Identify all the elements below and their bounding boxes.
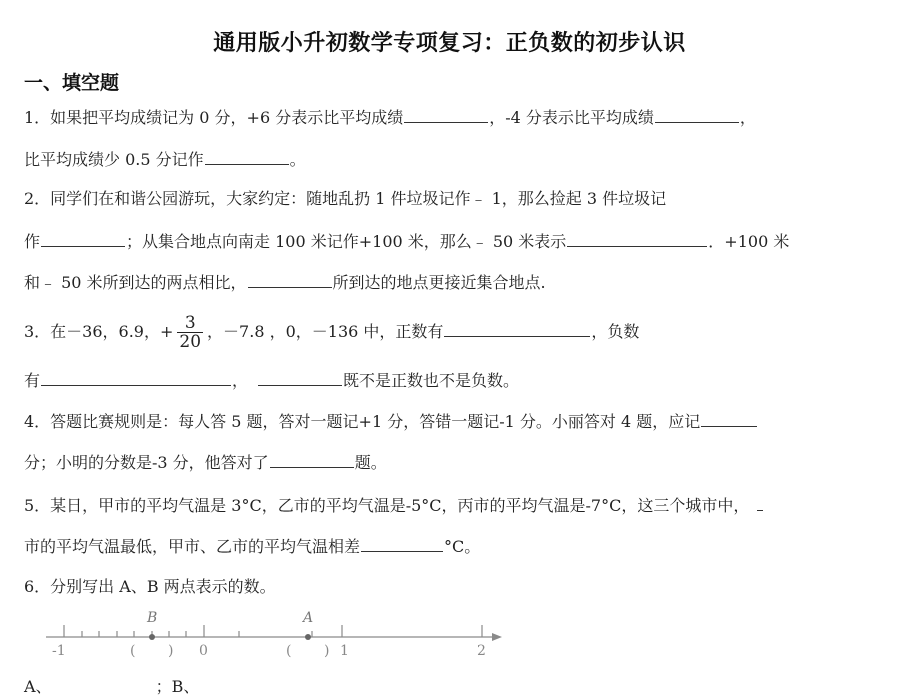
- q1-blank-1[interactable]: [404, 106, 488, 123]
- question-5-line-2: [24, 535, 480, 558]
- tick-labels: [52, 643, 486, 659]
- q3-blank-3[interactable]: [258, 369, 342, 386]
- question-3-line-2: [24, 369, 519, 392]
- q5-text-b: 市的平均气温最低，甲市、乙市的平均气温相差: [24, 537, 361, 556]
- point-a: [301, 610, 313, 640]
- point-a-label: A: [303, 610, 314, 626]
- tick-label-0: 0: [199, 643, 208, 659]
- q5-text-a: 5．某日，甲市的平均气温是 3°C，乙市的平均气温是-5°C，丙市的平均气温是-7°C，这三个城市中，: [24, 496, 750, 515]
- question-1-line-1: [24, 106, 756, 129]
- q2-text-b: ；从集合地点向南走 100 米记作+100 米，那么﹣ 50 米表示: [126, 232, 567, 251]
- question-6-line-1: 6．分别写出 A、B 两点表示的数。: [24, 577, 276, 596]
- question-1-line-2: [24, 148, 306, 171]
- question-5-line-1: [24, 494, 764, 517]
- q6-answer-a-label: A、: [24, 677, 52, 696]
- q3-blank-1[interactable]: [444, 320, 590, 337]
- question-4-line-1: [24, 410, 758, 433]
- q2-blank-2[interactable]: [567, 230, 707, 247]
- q3-text-f: 既不是正数也不是负数。: [343, 371, 520, 390]
- tick-label-minus-1: -1: [52, 643, 66, 659]
- q4-blank-2[interactable]: [270, 451, 354, 468]
- q1-blank-3[interactable]: [205, 148, 289, 165]
- paren-close-b: ): [168, 643, 174, 659]
- question-2-line-1: 2．同学们在和谐公园游玩，大家约定：随地乱扔 1 件垃圾记作﹣ 1，那么捡起 3 件垃圾记: [24, 189, 667, 208]
- q2-text-e: 所到达的地点更接近集合地点.: [332, 273, 546, 292]
- tick-label-2: 2: [477, 643, 486, 659]
- tick-label-1: 1: [340, 643, 349, 659]
- q6-answer-b-label: ；B、: [155, 677, 200, 696]
- document-title: 通用版小升初数学专项复习：正负数的初步认识: [213, 31, 686, 56]
- question-3-line-1: [24, 312, 639, 352]
- q4-text-c: 题。: [354, 453, 387, 472]
- section-heading: 一、填空题: [24, 72, 120, 94]
- q3-blank-2[interactable]: [41, 369, 231, 386]
- q4-text-a: 4．答题比赛规则是：每人答 5 题，答对一题记+1 分，答错一题记-1 分。小丽答对 4 题，应记: [24, 412, 701, 431]
- question-4-line-2: [24, 451, 387, 474]
- fraction: [177, 314, 203, 351]
- paren-open-a: (: [286, 643, 292, 659]
- question-2-line-2: [24, 230, 789, 253]
- q4-text-b: 分；小明的分数是-3 分，他答对了: [24, 453, 269, 472]
- paren-close-a: ): [324, 643, 330, 659]
- number-line-figure: [40, 605, 510, 660]
- arrow-icon: [492, 633, 502, 641]
- point-b: [146, 610, 157, 640]
- q2-blank-3[interactable]: [248, 271, 332, 288]
- q3-text-d: 有: [24, 371, 41, 390]
- q2-text-a: 作: [24, 232, 41, 251]
- q5-blank-2[interactable]: [361, 535, 443, 552]
- question-2-line-3: [24, 271, 546, 294]
- fraction-numerator: 3: [177, 314, 203, 333]
- q1-text-d: 比平均成绩少 0.5 分记作: [24, 150, 204, 169]
- q1-text-c: ，: [739, 108, 756, 127]
- q3-text-c: ，负数: [591, 322, 640, 341]
- q3-text-a: 3．在－36，6.9，+: [24, 322, 174, 341]
- q2-text-c: ．+100 米: [708, 232, 790, 251]
- q2-blank-1[interactable]: [41, 230, 125, 247]
- q1-text-a: 1．如果把平均成绩记为 0 分，+6 分表示比平均成绩: [24, 108, 404, 127]
- point-b-label: B: [147, 610, 158, 626]
- q3-text-e: ，: [232, 371, 249, 390]
- q5-blank-1[interactable]: [757, 494, 763, 511]
- q5-text-c: °C。: [444, 537, 481, 556]
- q1-text-b: ，-4 分表示比平均成绩: [489, 108, 654, 127]
- fraction-denominator: 20: [179, 332, 202, 352]
- q1-blank-2[interactable]: [655, 106, 739, 123]
- q4-blank-1[interactable]: [701, 410, 757, 427]
- question-6-answer-line: [24, 676, 199, 698]
- paren-open-b: (: [130, 643, 136, 659]
- q3-text-b: ，－7.8 ，0，－136 中，正数有: [207, 322, 444, 341]
- q2-text-d: 和﹣ 50 米所到达的两点相比，: [24, 273, 247, 292]
- number-line-axis: [46, 625, 502, 641]
- q1-text-e: 。: [289, 150, 306, 169]
